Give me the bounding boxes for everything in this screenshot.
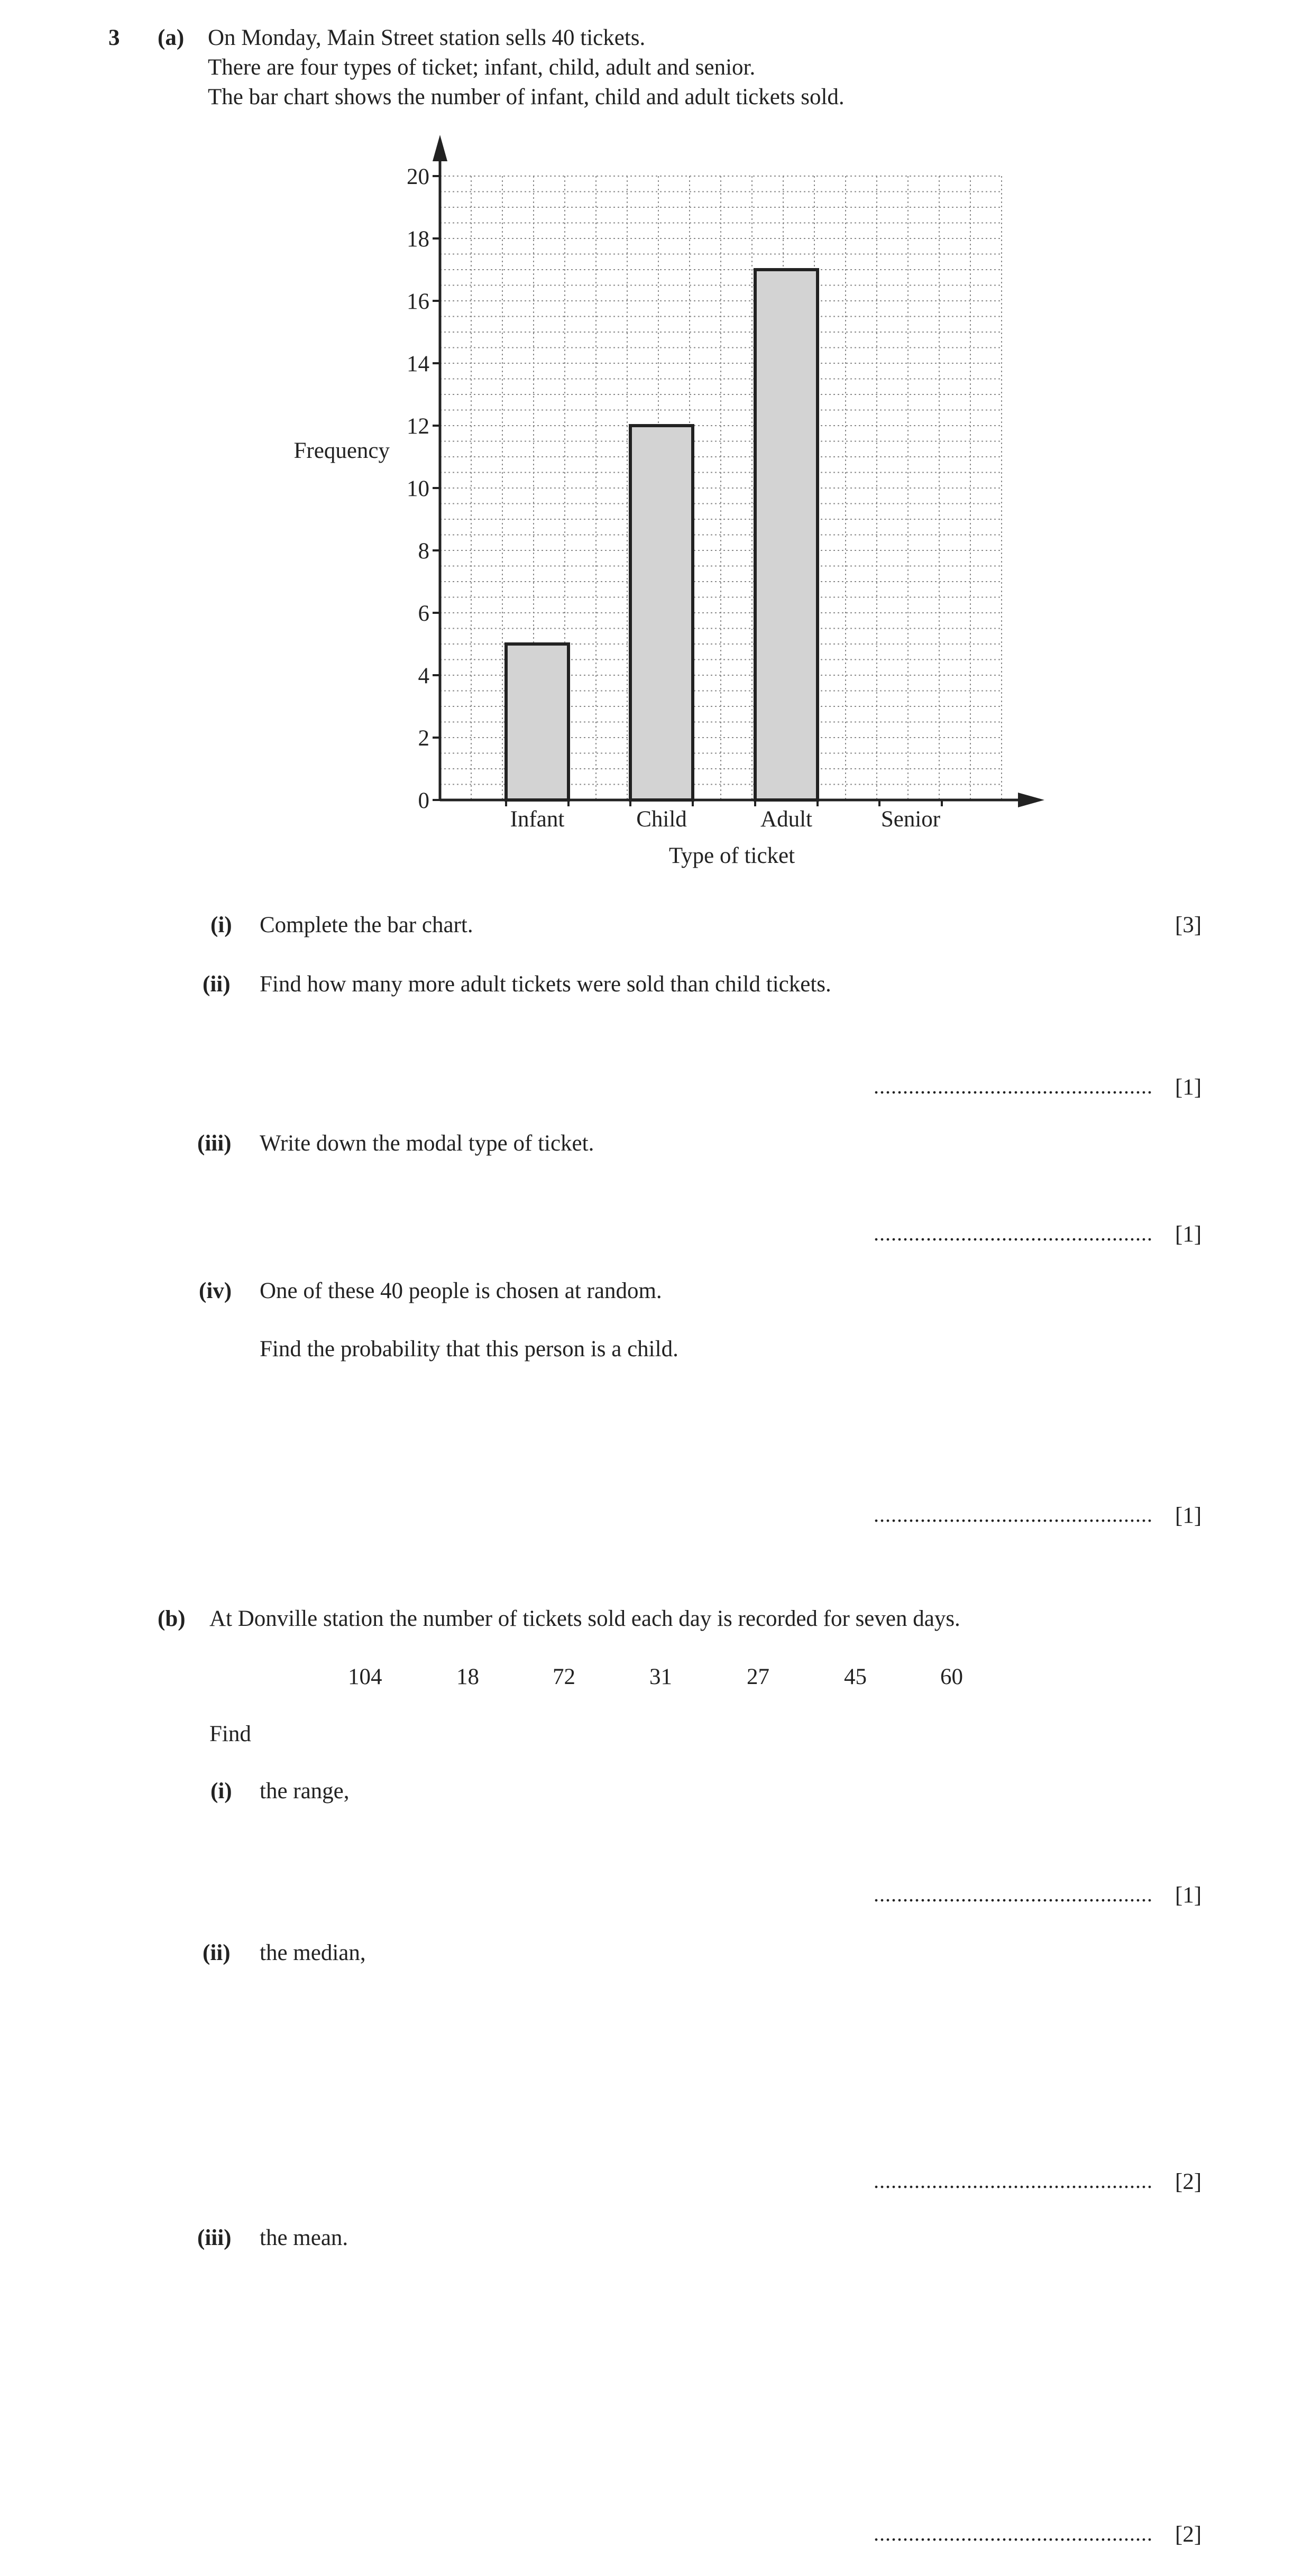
subpart-a-iv-label: (iv) — [199, 1278, 232, 1303]
data-value: 104 — [348, 1664, 382, 1689]
data-value: 18 — [456, 1664, 479, 1689]
y-tick-label: 4 — [418, 664, 429, 688]
y-tick-label: 20 — [407, 164, 429, 189]
bar-child — [630, 426, 693, 800]
subpart-a-i-text: Complete the bar chart. — [260, 913, 473, 937]
subpart-b-i-mark: [1] — [1175, 1883, 1202, 1908]
part-a-label: (a) — [158, 25, 185, 50]
x-axis-label: Type of ticket — [668, 843, 795, 868]
subpart-a-ii-mark: [1] — [1175, 1075, 1202, 1100]
part-a-intro-line-2: There are four types of ticket; infant, child, adult and senior. — [208, 55, 756, 80]
x-tick-label: Adult — [760, 807, 812, 832]
answer-line-b-ii[interactable]: ................................................ — [874, 2169, 1153, 2193]
subpart-b-i-label: (i) — [210, 1779, 232, 1804]
y-tick-label: 8 — [418, 539, 429, 564]
question-number: 3 — [108, 25, 120, 50]
x-tick-label: Infant — [510, 807, 565, 832]
x-tick-label: Child — [636, 807, 687, 832]
part-b-intro: At Donville station the number of tickets sold each day is recorded for seven days. — [209, 1606, 960, 1631]
y-axis-arrow — [433, 135, 447, 161]
data-value: 72 — [553, 1664, 575, 1689]
answer-line-a-iii[interactable]: ................................................ — [874, 1221, 1153, 1245]
data-value: 31 — [649, 1664, 672, 1689]
y-axis-label: Frequency — [293, 438, 390, 463]
y-tick-label: 12 — [407, 414, 429, 439]
subpart-a-ii-label: (ii) — [203, 972, 231, 997]
answer-line-b-i[interactable]: ................................................ — [874, 1882, 1153, 1906]
subpart-a-iv-mark: [1] — [1175, 1503, 1202, 1528]
bar-infant — [506, 644, 568, 800]
bar-chart — [0, 0, 1312, 899]
bar-adult — [755, 270, 818, 800]
subpart-a-ii-text: Find how many more adult tickets were sold than child tickets. — [260, 972, 831, 997]
subpart-b-ii-mark: [2] — [1175, 2169, 1202, 2194]
y-tick-label: 18 — [407, 227, 429, 252]
subpart-b-i-text: the range, — [260, 1779, 350, 1804]
y-tick-label: 6 — [418, 601, 429, 626]
answer-line-a-iv[interactable]: ................................................ — [874, 1503, 1153, 1526]
answer-line-b-iii[interactable]: ................................................ — [874, 2522, 1153, 2545]
subpart-a-i-label: (i) — [210, 913, 232, 937]
y-tick-label: 16 — [407, 289, 429, 314]
data-value: 60 — [940, 1664, 963, 1689]
answer-line-a-ii[interactable]: ................................................ — [874, 1074, 1153, 1098]
subpart-b-iii-label: (iii) — [197, 2225, 232, 2250]
data-value: 27 — [747, 1664, 769, 1689]
subpart-a-iv-text-2: Find the probability that this person is a child. — [260, 1337, 678, 1361]
part-a-intro-line-1: On Monday, Main Street station sells 40 tickets. — [208, 25, 646, 50]
x-tick-label: Senior — [880, 807, 941, 832]
y-tick-label: 14 — [407, 352, 429, 376]
subpart-b-ii-text: the median, — [260, 1940, 366, 1965]
part-a-intro-line-3: The bar chart shows the number of infant, child and adult tickets sold. — [208, 85, 845, 109]
y-tick-label: 10 — [407, 476, 429, 501]
y-tick-label: 0 — [418, 788, 429, 813]
data-value: 45 — [844, 1664, 867, 1689]
subpart-a-iii-label: (iii) — [197, 1131, 232, 1156]
x-axis-arrow — [1018, 793, 1044, 807]
subpart-b-iii-text: the mean. — [260, 2225, 348, 2250]
part-b-label: (b) — [158, 1606, 186, 1631]
part-b-find: Find — [209, 1722, 251, 1746]
subpart-a-iii-text: Write down the modal type of ticket. — [260, 1131, 594, 1156]
subpart-b-ii-label: (ii) — [203, 1940, 231, 1965]
subpart-a-iii-mark: [1] — [1175, 1222, 1202, 1247]
y-tick-label: 2 — [418, 726, 429, 751]
subpart-a-i-mark: [3] — [1175, 913, 1202, 937]
subpart-a-iv-text-1: One of these 40 people is chosen at random. — [260, 1278, 662, 1303]
subpart-b-iii-mark: [2] — [1175, 2522, 1202, 2547]
